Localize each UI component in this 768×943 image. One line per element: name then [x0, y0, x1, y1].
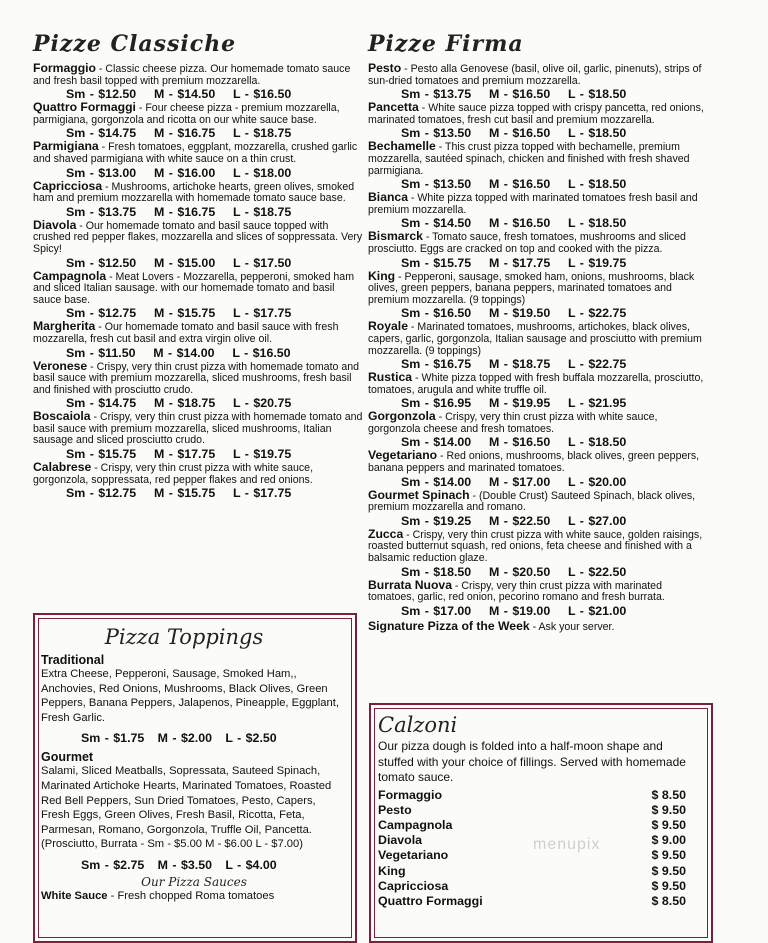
menu-item-text — [368, 450, 706, 474]
menu-item-prices — [368, 177, 706, 192]
menu-item-name: Quattro Formaggi — [33, 100, 136, 115]
menu-item — [33, 268, 363, 322]
traditional-price-l: L - $2.50 — [225, 731, 277, 746]
white-sauce-desc: - Fresh chopped Roma tomatoes — [107, 889, 275, 902]
menu-item — [33, 141, 363, 180]
menu-item-text — [368, 372, 706, 396]
menu-item-name: Gorgonzola — [368, 409, 436, 424]
price-large: L - $18.00 — [233, 165, 292, 180]
gourmet-price-m: M - $3.50 — [157, 857, 212, 872]
menu-item-text — [33, 411, 363, 447]
menu-item — [368, 526, 706, 580]
classiche-section — [33, 0, 363, 501]
menu-item-name: Bismarck — [368, 229, 423, 244]
firma-section — [368, 0, 706, 633]
signature-desc: - Ask your server. — [529, 620, 615, 633]
price-medium: M - $15.75 — [153, 486, 216, 501]
calzone-name: Diavola — [378, 833, 423, 848]
calzone-item — [378, 803, 686, 818]
price-small: Sm - $16.95 — [401, 396, 472, 411]
price-medium: M - $15.75 — [153, 306, 216, 321]
menu-item-name: Vegetariano — [368, 448, 438, 463]
gourmet-price-sm: Sm - $2.75 — [81, 857, 145, 872]
white-sauce — [41, 889, 347, 904]
price-large: L - $16.50 — [233, 87, 292, 102]
menu-item-name: Pesto — [368, 61, 402, 75]
menu-item-text — [33, 358, 363, 397]
price-small: Sm - $14.00 — [401, 435, 472, 450]
menu-item-text — [368, 231, 706, 255]
menu-item-name: Bianca — [368, 190, 408, 205]
price-medium: M - $18.75 — [488, 357, 551, 372]
price-large: L - $21.00 — [568, 603, 627, 618]
price-small: Sm - $16.50 — [401, 306, 472, 321]
menu-item-desc: - White pizza topped with fresh buffala mozzarella, prosciutto, tomatoes, arugula and white truffle oil. — [368, 372, 704, 396]
price-large: L - $22.50 — [568, 564, 627, 579]
menu-item-desc: - White pizza topped with marinated tomatoes fresh basil and premium mozzarella. — [368, 192, 698, 216]
menu-item-text — [368, 192, 706, 216]
price-large: L - $16.50 — [232, 345, 291, 360]
gourmet-text: Salami, Sliced Meatballs, Sopressata, Sauteed Spinach, Marinated Artichoke Hearts, Marinated Tomatoes, Roasted Red Bell Peppers, Sun Dried Tomatoes, Pesto, Capers, Fresh Eggs, Green Olives, Fresh Basil, Ricotta, Feta, Parmesan, Romano, Gorgonzola, Truffle Oil, Pancetta. (Prosciutto, Burrata - Sm - $5.00 M - $6.00 L - $7.00) — [41, 765, 332, 851]
watermark: menupix — [533, 836, 601, 853]
classiche-title: Pizze Classiche — [33, 31, 237, 57]
traditional-price-sm: Sm - $1.75 — [81, 731, 145, 746]
calzoni-desc: Our pizza dough is folded into a half-moon shape and stuffed with your choice of fillings. Served with homemade tomato sauce. — [378, 739, 686, 784]
price-large: L - $27.00 — [568, 513, 627, 528]
menu-item-name: Burrata Nuova — [368, 577, 452, 592]
menu-item-name: Zucca — [368, 526, 404, 541]
menu-item — [368, 192, 706, 231]
menu-item-desc: - Crispy, very thin crust pizza with white sauce, gorgonzola cheese and fresh tomatoes. — [368, 411, 658, 435]
menu-item — [368, 372, 706, 411]
menu-item — [368, 411, 706, 450]
price-small: Sm - $14.75 — [66, 126, 137, 141]
menu-item-text — [33, 217, 363, 256]
menu-item-desc: - Crispy, very thin crust pizza with homemade tomato and basil sauce with premium mozzarella, sliced mushrooms, fresh basil and finished with prosciutto crudo. — [33, 360, 360, 396]
price-medium: M - $16.50 — [488, 126, 551, 141]
price-small: Sm - $14.75 — [66, 396, 137, 411]
menu-item-text — [368, 411, 706, 435]
menu-item-text — [368, 577, 706, 604]
price-large: L - $18.50 — [568, 126, 627, 141]
calzone-name: Formaggio — [378, 787, 443, 802]
firma-list — [368, 63, 706, 619]
price-small: Sm - $14.00 — [401, 474, 472, 489]
menu-item-desc: - (Double Crust) Sauteed Spinach, black olives, premium mozzarella and romano. — [368, 489, 696, 514]
price-large: L - $18.75 — [233, 204, 292, 219]
calzoni-box — [369, 703, 713, 943]
price-small: Sm - $19.25 — [401, 513, 472, 528]
menu-item-text — [33, 178, 363, 205]
price-small: Sm - $11.50 — [66, 345, 136, 360]
calzone-name: Pesto — [378, 802, 412, 817]
price-small: Sm - $15.75 — [66, 447, 137, 462]
menu-item-text — [33, 141, 363, 165]
menu-item-desc: - Our homemade tomato and basil sauce with fresh mozzarella, fresh cut basil and extra virgin olive oil. — [33, 321, 339, 345]
price-medium: M - $18.75 — [153, 396, 216, 411]
menu-item-name: King — [368, 268, 396, 283]
calzone-name: Quattro Formaggi — [378, 893, 483, 908]
calzone-price: $ 9.50 — [651, 863, 686, 878]
price-medium: M - $19.95 — [488, 396, 551, 411]
signature-name: Signature Pizza of the Week — [368, 618, 530, 633]
menu-item-prices — [368, 514, 706, 529]
menu-item-name: Bechamelle — [368, 139, 436, 154]
menu-item-desc: - Mushrooms, artichoke hearts, green olives, smoked ham and premium mozzarella with homemade tomato sauce base. — [33, 180, 355, 205]
menu-item — [33, 321, 363, 360]
price-large: L - $19.75 — [233, 447, 292, 462]
price-medium: M - $17.75 — [488, 255, 551, 270]
price-medium: M - $14.00 — [153, 345, 215, 360]
price-large: L - $22.75 — [568, 357, 627, 372]
menu-item-text — [33, 321, 363, 345]
menu-item-text — [368, 268, 706, 307]
price-small: Sm - $13.00 — [66, 165, 137, 180]
menu-item-name: Capricciosa — [33, 178, 103, 193]
traditional-prices — [81, 731, 347, 746]
calzone-item — [378, 788, 686, 803]
calzone-price: $ 8.50 — [651, 787, 686, 802]
menu-item-prices — [368, 306, 706, 321]
price-large: L - $19.75 — [568, 255, 627, 270]
menu-item-text — [368, 487, 706, 514]
price-medium: M - $16.50 — [488, 177, 551, 192]
menu-item-name: Gourmet Spinach — [368, 487, 470, 502]
price-small: Sm - $14.50 — [401, 216, 472, 231]
price-medium: M - $16.50 — [488, 216, 551, 231]
price-large: L - $22.75 — [568, 306, 627, 321]
price-medium: M - $16.75 — [153, 126, 216, 141]
menu-item-text — [33, 102, 363, 126]
menu-item — [368, 487, 706, 529]
menu-item-text — [368, 526, 706, 565]
price-medium: M - $19.00 — [488, 603, 551, 618]
price-medium: M - $17.00 — [488, 474, 551, 489]
menu-item-desc: - Pesto alla Genovese (basil, olive oil, garlic, pinenuts), strips of sun-dried tomatoes and premium mozzarella. — [368, 63, 702, 87]
price-large: L - $21.95 — [568, 396, 627, 411]
price-small: Sm - $12.50 — [66, 255, 137, 270]
menu-item-prices — [368, 604, 706, 619]
calzone-name: Capricciosa — [378, 878, 449, 893]
menu-item-desc: - This crust pizza topped with bechamelle, premium mozzarella, sautéed spinach, chicken and finished with fresh shaved parmigiana. — [368, 141, 690, 177]
menu-item — [33, 63, 363, 102]
menu-item — [33, 217, 363, 271]
white-sauce-name: White Sauce — [41, 889, 108, 902]
menu-item-desc: - Meat Lovers - Mozzarella, pepperoni, smoked ham and sliced Italian sausage. with our homemade tomato and basil sauce base. — [33, 270, 355, 306]
calzone-name: Campagnola — [378, 817, 453, 832]
price-small: Sm - $13.50 — [401, 177, 472, 192]
price-medium: M - $17.75 — [153, 447, 216, 462]
price-large: L - $17.50 — [233, 255, 292, 270]
price-large: L - $17.75 — [233, 306, 292, 321]
price-small: Sm - $12.50 — [66, 87, 137, 102]
toppings-box — [33, 613, 357, 943]
menu-item-prices — [33, 486, 363, 501]
menu-item — [368, 268, 706, 322]
menu-item-desc: - Crispy, very thin crust pizza with marinated tomatoes, garlic, red onion, pecorino romano and fresh burrata. — [368, 579, 665, 604]
menu-item-name: Margherita — [33, 319, 96, 334]
price-large: L - $18.50 — [568, 216, 627, 231]
calzone-item — [378, 818, 686, 833]
signature-pizza — [368, 618, 706, 634]
price-small: Sm - $13.50 — [401, 126, 472, 141]
price-small: Sm - $13.75 — [66, 204, 137, 219]
price-large: L - $18.75 — [233, 126, 292, 141]
menu-item-text — [368, 102, 706, 126]
menu-item-prices — [368, 357, 706, 372]
calzone-price: $ 8.50 — [651, 893, 686, 908]
calzone-item — [378, 848, 686, 863]
menu-item-name: Formaggio — [33, 61, 96, 75]
menu-item — [33, 411, 363, 462]
price-large: L - $18.50 — [568, 177, 627, 192]
price-medium: M - $16.50 — [488, 435, 551, 450]
price-medium: M - $16.75 — [153, 204, 216, 219]
calzone-name: King — [378, 863, 406, 878]
menu-item-name: Campagnola — [33, 268, 107, 283]
price-large: L - $18.50 — [568, 87, 627, 102]
menu-item-prices — [368, 256, 706, 271]
price-large: L - $20.75 — [233, 396, 292, 411]
menu-item — [368, 577, 706, 619]
price-large: L - $18.50 — [568, 435, 627, 450]
menu-item-desc: - Crispy, very thin crust pizza with white sauce, golden raisings, roasted butternut squash, red onions, feta cheese and finished with a balsamic reduction glaze. — [368, 528, 703, 565]
price-small: Sm - $18.50 — [401, 564, 472, 579]
menu-item-prices — [33, 205, 363, 220]
menu-item — [33, 102, 363, 141]
menu-item-name: Veronese — [33, 358, 88, 373]
menu-item-name: Rustica — [368, 370, 413, 385]
price-small: Sm - $13.75 — [401, 87, 472, 102]
menu-item-text — [33, 63, 363, 87]
price-medium: M - $20.50 — [488, 564, 551, 579]
price-small: Sm - $12.75 — [66, 486, 137, 501]
gourmet-prices — [81, 858, 347, 873]
gourmet-price-l: L - $4.00 — [225, 857, 277, 872]
traditional-price-m: M - $2.00 — [157, 731, 212, 746]
price-small: Sm - $17.00 — [401, 603, 472, 618]
menu-item — [33, 178, 363, 220]
menu-item — [368, 141, 706, 192]
calzone-price: $ 9.50 — [651, 878, 686, 893]
menu-item-desc: - Fresh tomatoes, eggplant, mozzarella, crushed garlic and shaved parmigiana with white sauce on a thin crust. — [33, 141, 358, 165]
menu-item-text — [33, 462, 363, 486]
price-medium: M - $15.00 — [153, 255, 216, 270]
menu-item-text — [368, 141, 706, 177]
calzone-item — [378, 879, 686, 894]
firma-title: Pizze Firma — [368, 31, 524, 57]
menu-item-desc: - Crispy, very thin crust pizza with white sauce, gorgonzola, soppressata, red pepper flakes and red onions. — [33, 462, 314, 486]
calzone-item — [378, 894, 686, 909]
calzone-item — [378, 833, 686, 848]
menu-item-desc: - White sauce pizza topped with crispy pancetta, red onions, marinated tomatoes, fresh cut basil and premium mozzarella. — [368, 102, 704, 126]
menu-item-name: Boscaiola — [33, 409, 91, 424]
gourmet-label: Gourmet — [41, 750, 94, 765]
menu-item-desc: - Crispy, very thin crust pizza with homemade tomato and basil sauce with premium mozzarella, sliced mushrooms, Italian sausage and sliced prosciutto crudo. — [33, 411, 363, 447]
calzone-item — [378, 864, 686, 879]
menu-item — [33, 462, 363, 501]
calzoni-title: Calzoni — [378, 713, 458, 737]
calzone-price: $ 9.00 — [651, 833, 686, 848]
menu-item-desc: - Pepperoni, sausage, smoked ham, onions, mushrooms, black olives, green peppers, banana peppers, marinated tomatoes and premium mozzarella. (9 toppings) — [368, 270, 695, 306]
menu-item — [368, 231, 706, 270]
price-medium: M - $14.50 — [153, 87, 216, 102]
price-large: L - $20.00 — [568, 474, 627, 489]
calzone-price: $ 9.50 — [651, 802, 686, 817]
calzone-price: $ 9.50 — [651, 848, 686, 863]
price-small: Sm - $16.75 — [401, 357, 472, 372]
calzone-name: Vegetariano — [378, 848, 449, 863]
menu-item — [368, 321, 706, 372]
price-small: Sm - $12.75 — [66, 306, 137, 321]
menu-item-text — [368, 63, 706, 87]
price-medium: M - $22.50 — [488, 513, 551, 528]
menu-item-name: Parmigiana — [33, 139, 99, 154]
price-large: L - $17.75 — [233, 486, 292, 501]
menu-item — [368, 102, 706, 141]
price-small: Sm - $15.75 — [401, 255, 472, 270]
menu-item — [33, 358, 363, 412]
menu-item — [368, 63, 706, 102]
menu-item-desc: - Marinated tomatoes, mushrooms, artichokes, black olives, capers, garlic, gorgonzola, Italian sausage and prosciutto with premium mozzarella. (9 toppings) — [368, 321, 702, 357]
traditional-label: Traditional — [41, 653, 105, 667]
menu-item-desc: - Red onions, mushrooms, black olives, green peppers, banana peppers and marinated tomatoes. — [368, 450, 700, 475]
toppings-title: Pizza Toppings — [104, 625, 264, 649]
menu-item-desc: - Four cheese pizza - premium mozzarella, parmigiana, gorgonzola and ricotta on our white sauce base. — [33, 102, 340, 126]
menu-item-desc: - Our homemade tomato and basil sauce topped with crushed red pepper flakes, mozzarella and slices of soppressata. Very Spicy! — [33, 219, 363, 255]
traditional-text: Extra Cheese, Pepperoni, Sausage, Smoked Ham,, Anchovies, Red Onions, Mushrooms, Black Olives, Green Peppers, Banana Peppers, Jalapenos, Pineapple, Eggplant, Fresh Garlic. — [41, 668, 339, 724]
classiche-list — [33, 63, 363, 501]
price-medium: M - $19.50 — [488, 306, 551, 321]
menu-item — [368, 450, 706, 489]
menu-item-text — [368, 321, 706, 357]
price-medium: M - $16.00 — [153, 165, 216, 180]
menu-item-name: Calabrese — [33, 460, 92, 475]
sauces-title: Our Pizza Sauces — [141, 874, 247, 889]
menu-item-name: Pancetta — [368, 100, 419, 115]
menu-item-name: Diavola — [33, 217, 77, 232]
menu-item-name: Royale — [368, 319, 408, 334]
calzone-price: $ 9.50 — [651, 817, 686, 832]
price-medium: M - $16.50 — [488, 87, 551, 102]
menu-item-text — [33, 268, 363, 307]
menu-item-desc: - Tomato sauce, fresh tomatoes, mushrooms and sliced prosciutto. Eggs are cracked on top and cooked with the pizza. — [368, 231, 686, 255]
menu-item-desc: - Classic cheese pizza. Our homemade tomato sauce and fresh basil topped with premium mozzarella. — [33, 63, 351, 87]
